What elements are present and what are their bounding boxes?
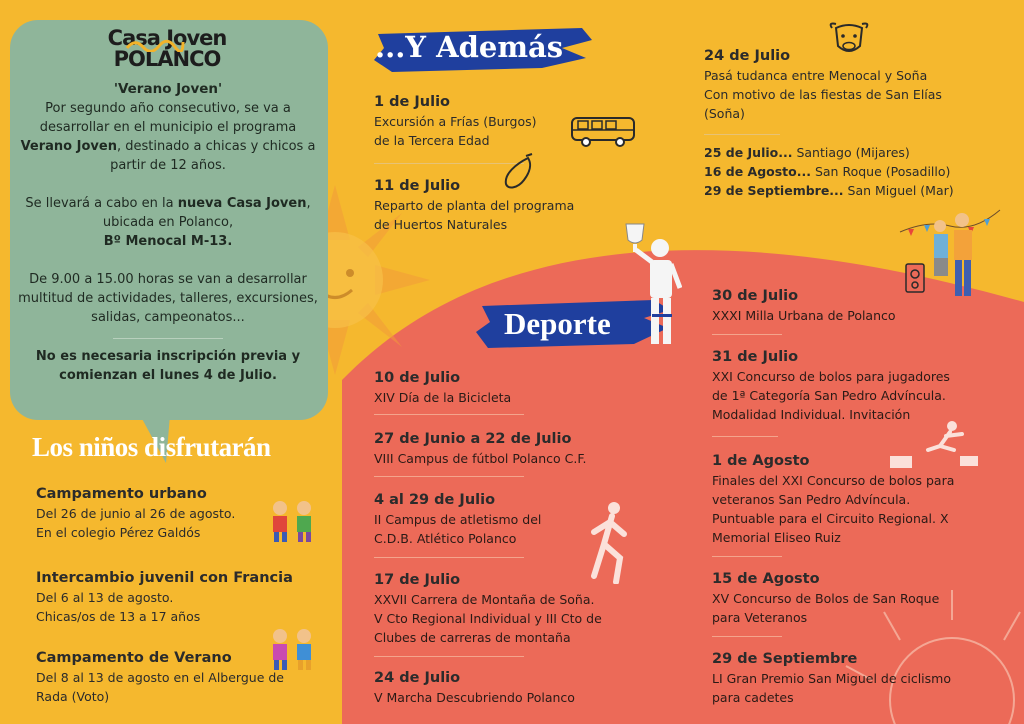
bolos-player-icon [888, 420, 980, 472]
eggplant-icon [498, 152, 538, 192]
divider [374, 656, 524, 657]
divider [374, 414, 524, 415]
bus-icon [570, 116, 638, 148]
kid-activity-2: Intercambio juvenil con Francia Del 6 al 13 de agosto. Chicas/os de 13 a 17 años [36, 570, 293, 624]
kid-activity-3: Campamento de Verano Del 8 al 13 de agosto en el Albergue de Rada (Voto) [36, 650, 284, 704]
deporte-event-left-2: 27 de Junio a 22 de Julio VIII Campus de fútbol Polanco C.F. [374, 431, 587, 466]
ademas-title: ...Y Además [375, 30, 564, 64]
trophy-athlete-icon [622, 218, 682, 348]
divider [113, 338, 223, 339]
kid-activity-1: Campamento urbano Del 26 de junio al 26 de agosto. En el colegio Pérez Galdós [36, 486, 236, 540]
deporte-event-right-3: 1 de Agosto Finales del XXI Concurso de bolos para veteranos San Pedro Advíncula. Puntuable para el Circuito Regional. X Memorial Eliseo Ruiz [712, 453, 955, 545]
runner-icon [584, 500, 634, 584]
divider [374, 476, 524, 477]
logo-scribble-icon [125, 38, 185, 52]
divider [712, 334, 782, 335]
intro-paragraph-2: Se llevará a cabo en la nueva Casa Joven, ubicada en Polanco, Bº Menocal M-13. [25, 196, 311, 249]
deporte-event-left-5: 24 de Julio V Marcha Descubriendo Polanco [374, 670, 575, 705]
kids-icon [262, 498, 324, 544]
divider [374, 557, 524, 558]
deporte-event-left-3: 4 al 29 de Julio II Campus de atletismo del C.D.B. Atlético Polanco [374, 492, 542, 546]
kids-icon [262, 626, 324, 672]
ninos-title: Los niños disfrutarán [32, 432, 271, 462]
divider [712, 436, 778, 437]
deporte-event-right-4: 15 de Agosto XV Concurso de Bolos de San Roque para Veteranos [712, 571, 940, 625]
intro-paragraph-4: No es necesaria inscripción previa y comienzan el lunes 4 de Julio. [35, 349, 301, 383]
ademas-event-1: 1 de Julio Excursión a Frías (Burgos) de la Tercera Edad [374, 94, 537, 148]
deporte-event-right-1: 30 de Julio XXXI Milla Urbana de Polanco [712, 288, 896, 323]
intro-paragraph-3: De 9.00 a 15.00 horas se van a desarrollar multitud de actividades, talleres, excursiones, salidas, campeonatos... [18, 272, 318, 325]
logo-line1: Casa Joven [107, 26, 227, 50]
cow-icon [826, 20, 872, 60]
fiestas-list: 25 de Julio... Santiago (Mijares) 16 de Agosto... San Roque (Posadillo) 29 de Septiembre... San Miguel (Mar) [704, 145, 954, 198]
deporte-title: Deporte [504, 306, 611, 341]
deporte-event-left-1: 10 de Julio XIV Día de la Bicicleta [374, 370, 512, 405]
logo-line2: POLANCO [113, 47, 221, 71]
divider [712, 636, 782, 637]
program-title: 'Verano Joven' [113, 81, 223, 97]
deporte-event-right-5: 29 de Septiembre LI Gran Premio San Miguel de ciclismo para cadetes [712, 651, 951, 705]
deporte-event-left-4: 17 de Julio XXVII Carrera de Montaña de Soña. V Cto Regional Individual y III Cto de Clubes de carreras de montaña [374, 572, 602, 645]
intro-paragraph-1: Por segundo año consecutivo, se va a desarrollar en el municipio el programa Verano Joven, destinado a chicas y chicos a partir de 12 años. [20, 101, 316, 173]
ademas-event-3: 24 de Julio Pasá tudanca entre Menocal y Soña Con motivo de las fiestas de San Elías (Soña) [704, 48, 942, 121]
dancing-couple-icon [898, 202, 1002, 306]
divider [704, 134, 780, 135]
divider [712, 556, 782, 557]
deporte-event-right-2: 31 de Julio XXI Concurso de bolos para jugadores de 1ª Categoría San Pedro Advíncula. Modalidad Individual. Invitación [712, 349, 950, 422]
ademas-event-2: 11 de Julio Reparto de planta del programa de Huertos Naturales [374, 178, 575, 232]
casa-joven-text [18, 80, 318, 404]
